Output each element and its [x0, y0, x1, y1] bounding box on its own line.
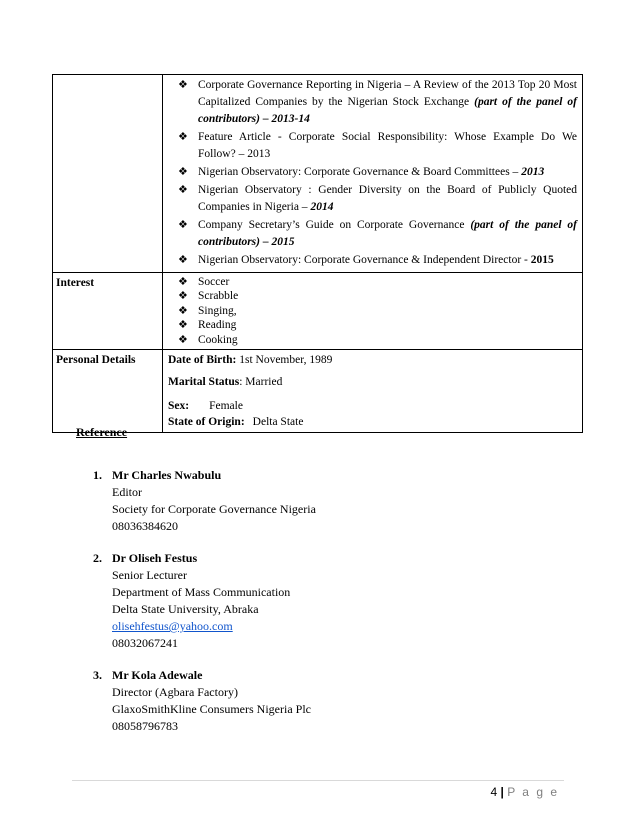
diamond-bullet-icon: ❖ [178, 254, 188, 266]
interest-list [177, 275, 577, 347]
list-item: ❖ Feature Article - Corporate Social Responsibility: Whose Example Do We Follow? – 2013 [178, 131, 577, 160]
footer-separator: | [497, 785, 508, 799]
state-of-origin: State of Origin: Delta State [168, 416, 304, 429]
reference-line: Society for Corporate Governance Nigeria [112, 502, 316, 516]
reference-line: GlaxoSmithKline Consumers Nigeria Plc [112, 702, 311, 716]
reference-line: Director (Agbara Factory) [112, 685, 238, 699]
reference-line: Editor [112, 485, 142, 499]
list-item: ❖ Reading [178, 319, 237, 332]
list-item: ❖ Company Secretary’s Guide on Corporate Governance (part of the panel of contributors) – 2015 [178, 219, 577, 248]
reference-line: 08032067241 [112, 636, 178, 650]
diamond-bullet-icon: ❖ [178, 79, 188, 91]
reference-number: 3. [93, 668, 102, 682]
reference-line: Delta State University, Abraka [112, 602, 259, 616]
personal-details-label: Personal Details [53, 350, 163, 433]
reference-list [93, 467, 553, 735]
personal-details-cell [163, 350, 583, 433]
list-item: ❖ Nigerian Observatory : Gender Diversity on the Board of Publicly Quoted Companies in Nigeria – 2014 [178, 184, 577, 213]
list-item: ❖ Corporate Governance Reporting in Nigeria – A Review of the 2013 Top 20 Most Capitalized Companies by the Nigerian Stock Exchange (part of the panel of contributors) – 2013-14 [178, 79, 577, 125]
reference-line: Department of Mass Communication [112, 585, 291, 599]
diamond-bullet-icon: ❖ [178, 304, 188, 317]
diamond-bullet-icon: ❖ [178, 131, 188, 143]
reference-line: Senior Lecturer [112, 568, 187, 582]
sex: Sex: Female [168, 400, 243, 413]
reference-name: Mr Charles Nwabulu [112, 468, 222, 482]
page-number: 4 [490, 785, 498, 799]
cv-table [52, 74, 583, 433]
reference-number: 2. [93, 551, 102, 565]
marital-status: Marital Status: Married [168, 376, 283, 389]
list-item: ❖ Nigerian Observatory: Corporate Governance & Board Committees – 2013 [177, 164, 577, 182]
interest-cell [163, 273, 583, 350]
publications-label-cell [53, 75, 163, 273]
page-word: P a g e [507, 785, 559, 799]
personal-details-row [53, 350, 583, 433]
reference-heading: Reference [76, 425, 128, 439]
diamond-bullet-icon: ❖ [178, 184, 188, 196]
publications-row [53, 75, 583, 273]
page-footer [0, 785, 559, 799]
list-item: ❖ Scrabble [178, 290, 239, 303]
reference-number: 1. [93, 468, 102, 482]
reference-item [93, 667, 553, 735]
interest-row [53, 273, 583, 350]
date-of-birth: Date of Birth: 1st November, 1989 [168, 354, 333, 367]
reference-item [93, 467, 553, 535]
diamond-bullet-icon: ❖ [178, 290, 188, 303]
list-item: ❖ Singing, [178, 304, 237, 317]
reference-email-link[interactable]: olisehfestus@yahoo.com [112, 619, 233, 633]
list-item: ❖ Nigerian Observatory: Corporate Governance & Independent Director - 2015 [177, 252, 577, 270]
diamond-bullet-icon: ❖ [178, 276, 188, 288]
diamond-bullet-icon: ❖ [178, 333, 188, 346]
publications-cell [163, 75, 583, 273]
reference-name: Dr Oliseh Festus [112, 551, 198, 565]
reference-line: 08036384620 [112, 519, 178, 533]
publications-list [177, 77, 577, 270]
footer-divider [72, 780, 564, 781]
diamond-bullet-icon: ❖ [178, 166, 188, 178]
diamond-bullet-icon: ❖ [178, 219, 188, 231]
list-item: ❖ Soccer [178, 276, 230, 288]
diamond-bullet-icon: ❖ [178, 319, 188, 332]
list-item: ❖ Cooking [178, 333, 238, 346]
interest-label: Interest [53, 273, 163, 350]
reference-line: 08058796783 [112, 719, 178, 733]
reference-name: Mr Kola Adewale [112, 668, 203, 682]
reference-item [93, 550, 553, 652]
